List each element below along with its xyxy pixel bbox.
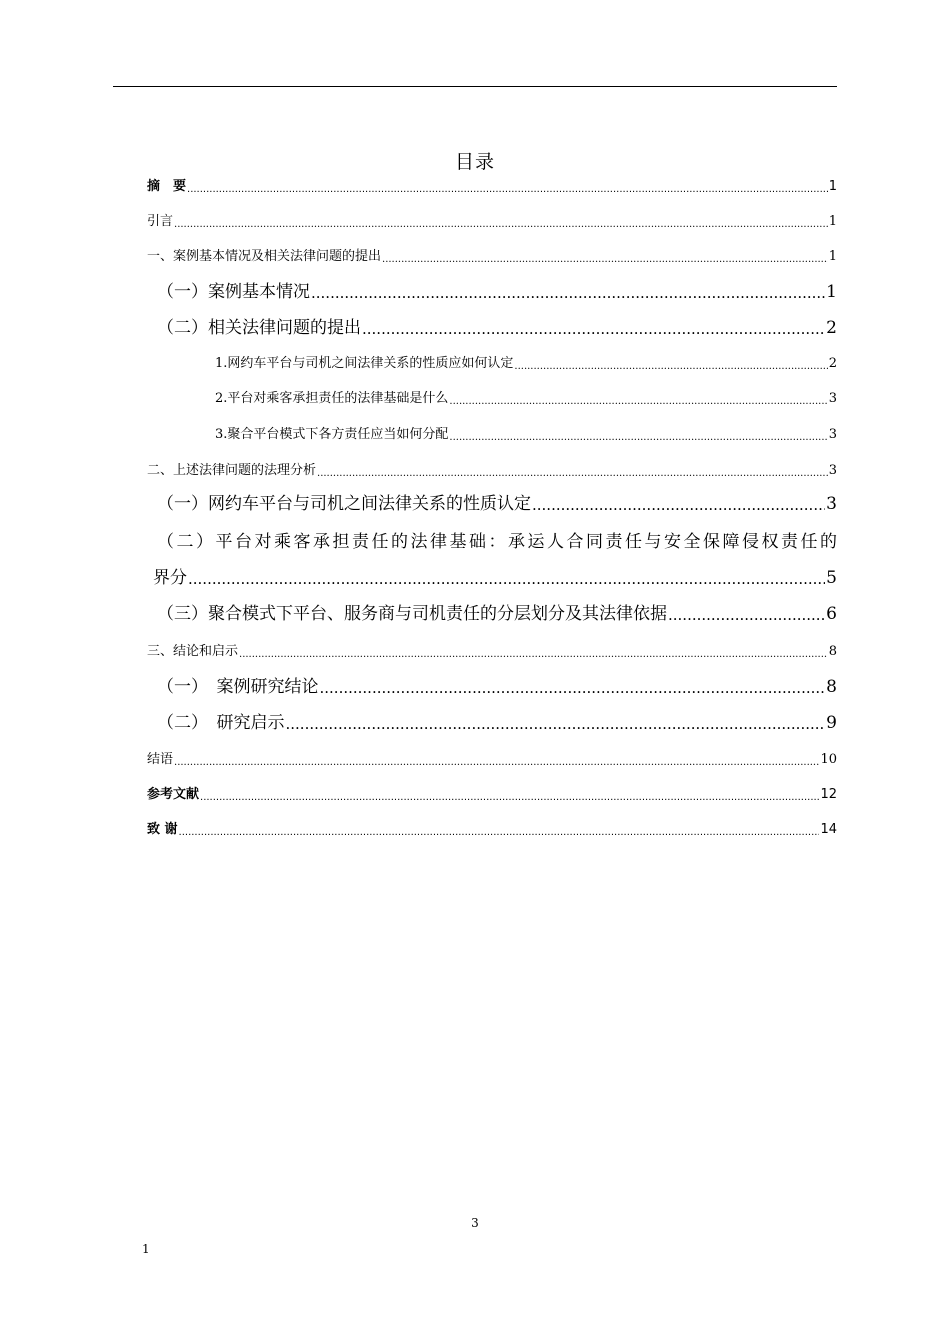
toc-title: 目录: [454, 151, 495, 173]
toc-entry-question-1[interactable]: [215, 355, 837, 373]
toc-leader: [449, 432, 827, 444]
toc-leader: [514, 361, 827, 373]
toc-leader: [200, 792, 819, 804]
toc-entry-references[interactable]: [147, 786, 837, 804]
toc-entry-label: （一） 案例研究结论: [157, 677, 319, 697]
toc-entry-label: 参考文献: [147, 787, 200, 802]
toc-leader: [311, 283, 825, 303]
toc-entry-question-3[interactable]: [215, 426, 837, 444]
toc-entry-label: 三、结论和启示: [147, 644, 239, 659]
toc-entry-question-2[interactable]: [215, 390, 837, 408]
toc-entry-label: 二、上述法律问题的法理分析: [147, 463, 317, 478]
toc-entry-section-2-3[interactable]: [157, 603, 837, 625]
header-rule: [113, 86, 837, 87]
toc-leader: [174, 219, 828, 231]
toc-entry-section-3-2[interactable]: [157, 712, 837, 734]
toc-entry-page: 1: [828, 179, 837, 194]
toc-entry-label: 界分: [153, 568, 187, 588]
toc-leader: [317, 468, 828, 480]
toc-entry-section-3-1[interactable]: [157, 676, 837, 698]
toc-entry-label: 摘 要: [147, 179, 187, 194]
toc-entry-page: 1: [828, 214, 837, 229]
toc-entry-label: （一）案例基本情况: [157, 282, 310, 302]
toc-entry-page: 3: [828, 391, 837, 406]
toc-entry-section-1-2[interactable]: [157, 317, 837, 339]
toc-entry-label: （二）相关法律问题的提出: [157, 318, 361, 338]
toc-entry-page: 1: [828, 249, 837, 264]
toc-entry-page: 12: [820, 787, 837, 802]
toc-entry-label: 一、案例基本情况及相关法律问题的提出: [147, 249, 382, 264]
toc-leader: [239, 649, 828, 661]
toc-entry-page: 3: [826, 494, 837, 514]
toc-entry-section-2-2-line1[interactable]: （二）平台对乘客承担责任的法律基础：承运人合同责任与安全保障侵权责任的: [157, 532, 837, 552]
toc-entry-page: 14: [820, 822, 837, 837]
toc-leader: [382, 254, 828, 266]
toc-leader: [179, 827, 820, 839]
toc-entry-page: 1: [826, 282, 837, 302]
toc-entry-section-3[interactable]: [147, 643, 837, 661]
toc-entry-page: 9: [826, 713, 837, 733]
toc-entry-section-2-1[interactable]: [157, 493, 837, 515]
toc-entry-label: （一）网约车平台与司机之间法律关系的性质认定: [157, 494, 531, 514]
toc-entry-abstract[interactable]: [147, 178, 837, 196]
toc-entry-label: （三）聚合模式下平台、服务商与司机责任的分层划分及其法律依据: [157, 604, 667, 624]
toc-entry-page: 3: [828, 463, 837, 478]
toc-entry-acknowledgements[interactable]: [147, 821, 837, 839]
toc-entry-label: 2.平台对乘客承担责任的法律基础是什么: [215, 391, 449, 406]
toc-entry-page: 6: [826, 604, 837, 624]
toc-leader: [320, 678, 826, 698]
toc-entry-introduction[interactable]: [147, 213, 837, 231]
toc-entry-label: 致 谢: [147, 822, 178, 837]
toc-entry-label: 结语: [147, 752, 174, 767]
toc-entry-page: 2: [826, 318, 837, 338]
toc-entry-page: 5: [826, 568, 837, 588]
toc-entry-page: 8: [828, 644, 837, 659]
toc-leader: [174, 757, 819, 769]
toc-entry-section-1-1[interactable]: [157, 281, 837, 303]
toc-leader: [187, 184, 828, 196]
toc-entry-label: 1.网约车平台与司机之间法律关系的性质应如何认定: [215, 356, 514, 371]
toc-entry-section-2-2[interactable]: [153, 567, 837, 589]
toc-leader: [532, 495, 825, 515]
toc-leader: [449, 396, 827, 408]
toc-leader: [188, 569, 825, 589]
toc-entry-page: 2: [828, 356, 837, 371]
toc-leader: [286, 714, 826, 734]
toc-entry-page: 8: [826, 677, 837, 697]
toc-entry-section-2[interactable]: [147, 462, 837, 480]
toc-leader: [668, 605, 825, 625]
toc-entry-label: 3.聚合平台模式下各方责任应当如何分配: [215, 427, 449, 442]
footer-left-number: 1: [142, 1242, 150, 1256]
toc-entry-page: 3: [828, 427, 837, 442]
toc-entry-label: 引言: [147, 214, 174, 229]
toc-entry-label: （二） 研究启示: [157, 713, 285, 733]
toc-entry-section-1[interactable]: [147, 248, 837, 266]
toc-leader: [362, 319, 825, 339]
toc-entry-epilogue[interactable]: [147, 751, 837, 769]
footer-page-number: 3: [471, 1216, 479, 1230]
toc-entry-page: 10: [820, 752, 837, 767]
